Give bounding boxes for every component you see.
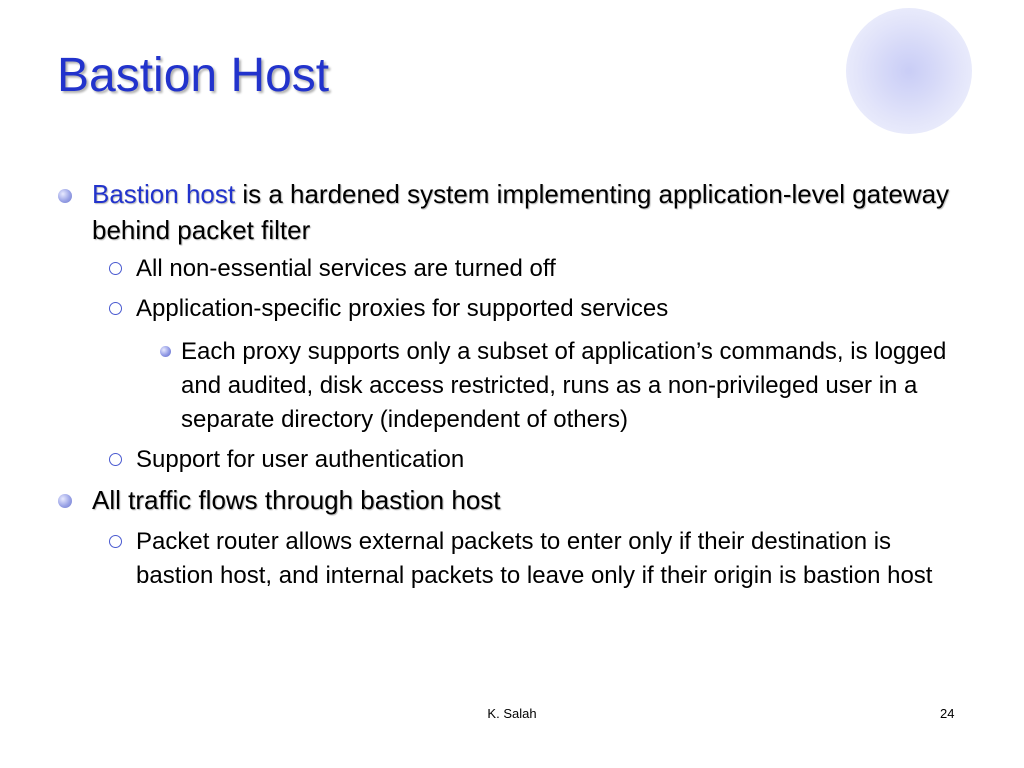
sub-bullet-item: Application-specific proxies for supported services: [136, 295, 669, 322]
bullet-ring-icon: [109, 535, 122, 548]
bullet-text: is a hardened system implementing application-level gateway behind packet filter: [92, 179, 950, 245]
bullet-highlight: Bastion host: [92, 179, 236, 209]
decorative-circle: [846, 8, 972, 134]
bullet-disc-icon: [58, 189, 72, 203]
bullet-item: [92, 176, 952, 248]
bullet-item: All traffic flows through bastion host: [92, 485, 501, 515]
bullet-disc-icon: [58, 494, 72, 508]
sub-bullet-item: All non-essential services are turned off: [136, 255, 556, 282]
sub-bullet-item: Packet router allows external packets to enter only if their destination is bastion host, and internal packets to leave only if their origin is bastion host: [136, 528, 933, 589]
footer-author: K. Salah: [487, 706, 537, 721]
slide-title: Bastion Host: [57, 49, 330, 102]
sub-bullet-item: Support for user authentication: [136, 446, 465, 473]
page-number: 24: [940, 706, 955, 721]
bullet-dot-icon: [160, 346, 171, 357]
bullet-ring-icon: [109, 302, 122, 315]
bullet-ring-icon: [109, 262, 122, 275]
sub-sub-bullet-item: Each proxy supports only a subset of application’s commands, is logged and audited, disk access restricted, runs as a non-privileged user in a separate directory (independent of others): [181, 338, 947, 433]
bullet-ring-icon: [109, 453, 122, 466]
